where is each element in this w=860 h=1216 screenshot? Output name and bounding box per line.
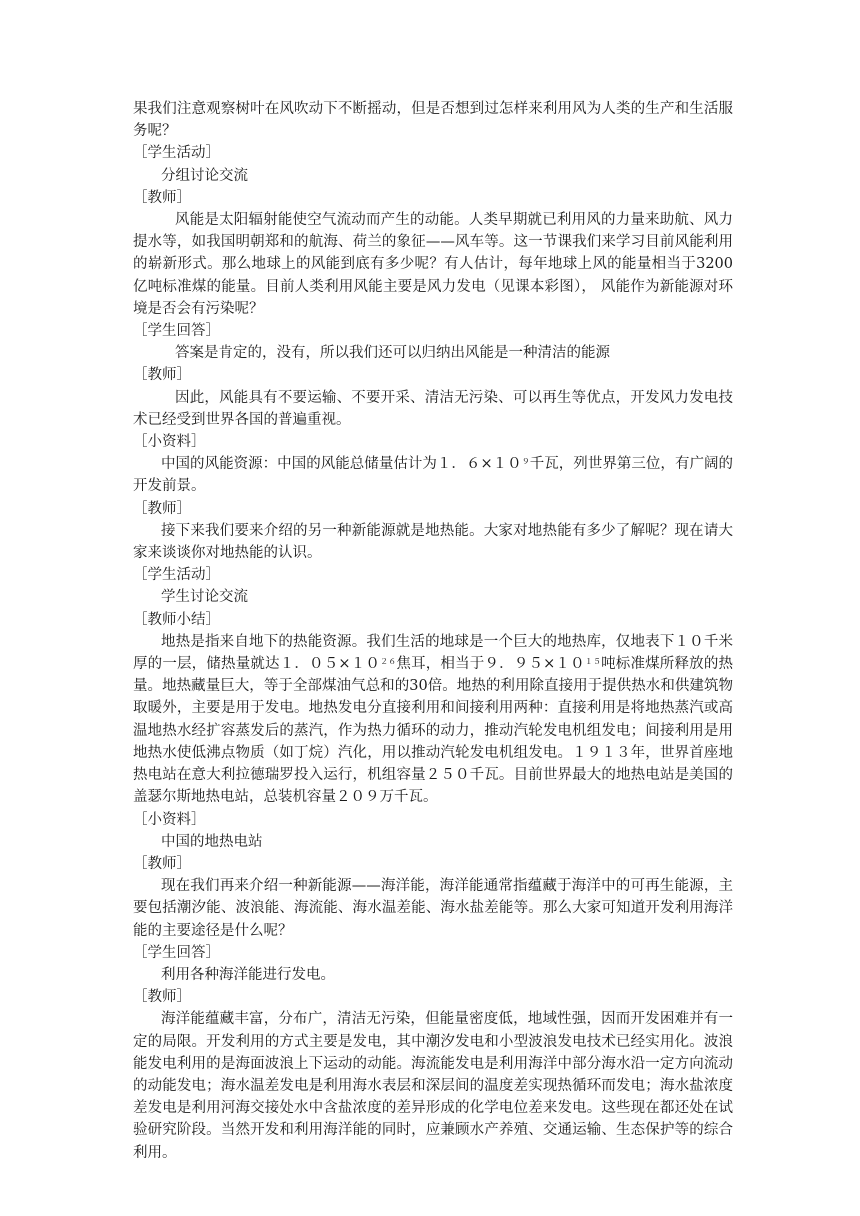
section-label-teacher: ［教师］ — [133, 989, 191, 1006]
student-discussion-text: 学生讨论交流 — [161, 589, 248, 606]
wind-resources-text-b: 千瓦，列世界第三位，有广阔的开发前景。 — [133, 456, 734, 495]
student-answer-ocean: 利用各种海洋能进行发电。 — [161, 966, 335, 983]
section-label-teacher: ［教师］ — [133, 500, 191, 517]
section-label-teacher-summary: ［教师小结］ — [133, 611, 220, 628]
geothermal-text-b: 焦耳，相当于９．９５×１０ — [396, 656, 585, 673]
intro-paragraph: 果我们注意观察树叶在风吹动下不断摇动，但是否想到过怎样来利用风为人类的生产和生活服务呢？ — [133, 101, 733, 140]
section-label-small-info: ［小资料］ — [133, 434, 206, 451]
student-activity-text: 分组讨论交流 — [161, 167, 248, 184]
teacher-wind-paragraph: 风能是太阳辐射能使空气流动而产生的动能。人类早期就已利用风的力量来助航、风力提水等，如我国明朝郑和的航海、荷兰的象征——风车等。这一节课我们来学习目前风能利用的崭新形式。那么地球上的风能到底有多少呢？有人估计，每年地球上风的能量相当于3200亿吨标准煤的能量。目前人类利用风能主要是风力发电（见课本彩图）， 风能作为新能源对环境是否会有污染呢？ — [133, 212, 733, 317]
student-answer-text: 答案是肯定的，没有，所以我们还可以归纳出风能是一种清洁的能源 — [175, 345, 610, 362]
geothermal-exponent-2: １５ — [584, 657, 602, 667]
teacher-ocean-details: 海洋能蕴藏丰富，分布广，清洁无污染，但能量密度低，地域性强，因而开发困难并有一定的局限。开发利用的方式主要是发电，其中潮汐发电和小型波浪发电技术已经实用化。波浪能发电利用的是海面波浪上下运动的动能。海流能发电是利用海洋中部分海水沿一定方向流动的动能发电；海水温差发电是利用海水表层和深层间的温度差实现热循环而发电；海水盐浓度差发电是利用河海交接处水中含盐浓度的差异形成的化学电位差来发电。这些现在都还处在试验研究阶段。当然开发和利用海洋能的同时，应兼顾水产养殖、交通运输、生态保护等的综合利用。 — [133, 1011, 733, 1161]
section-label-small-info: ［小资料］ — [133, 811, 206, 828]
section-label-teacher: ［教师］ — [133, 189, 191, 206]
teacher-ocean-intro: 现在我们再来介绍一种新能源——海洋能，海洋能通常指蕴藏于海洋中的可再生能源，主要包括潮汐能、波浪能、海流能、海水温差能、海水盐差能等。那么大家可知道开发利用海洋能的主要途径是什么呢？ — [133, 878, 733, 939]
geothermal-exponent-1: ２６ — [380, 657, 397, 667]
wind-resources-exponent: ９ — [521, 457, 530, 467]
section-label-student-answer: ［学生回答］ — [133, 944, 220, 961]
teacher-wind-advantages: 因此，风能具有不要运输、不要开采、清洁无污染、可以再生等优点，开发风力发电技术已经受到世界各国的普遍重视。 — [133, 389, 733, 428]
section-label-teacher: ［教师］ — [133, 367, 191, 384]
teacher-geothermal-intro: 接下来我们要来介绍的另一种新能源就是地热能。大家对地热能有多少了解呢？现在请大家来谈谈你对地热能的认识。 — [133, 522, 733, 562]
wind-resources-text-a: 中国的风能资源：中国的风能总储量估计为１．６×１０ — [161, 456, 522, 473]
section-label-teacher: ［教师］ — [133, 855, 191, 872]
section-label-student-activity: ［学生活动］ — [133, 145, 220, 162]
teacher-summary-geothermal — [133, 631, 733, 809]
geothermal-text-a: 地热是指来自地下的热能资源。我们生活的地球是一个巨大的地热库，仅地表下１０千米厚的一层，储热量就达１．０５×１０ — [133, 633, 733, 673]
small-info-geothermal-stations: 中国的地热电站 — [161, 833, 263, 850]
section-label-student-answer: ［学生回答］ — [133, 323, 220, 340]
geothermal-text-c: 吨标准煤所释放的热量。地热藏量巨大，等于全部煤油气总和的30倍。地热的利用除直接用于提供热水和供建筑物取暖外，主要是用于发电。地热发电分直接利用和间接利用两种：直接利用是将地热蒸汽或高温地热水经扩容蒸发后的蒸汽，作为热力循环的动力，推动汽轮发电机组发电；间接利用是用地热水使低沸点物质（如丁烷）汽化，用以推动汽轮发电机组发电。１９１３年，世界首座地热电站在意大利拉德瑞罗投入运行，机组容量２５０千瓦。目前世界最大的地热电站是美国的盖瑟尔斯地热电站，总装机容量２０９万千瓦。 — [133, 656, 733, 806]
section-label-student-activity: ［学生活动］ — [133, 567, 220, 584]
small-info-wind-resources — [133, 453, 733, 497]
document-page — [133, 98, 733, 1164]
